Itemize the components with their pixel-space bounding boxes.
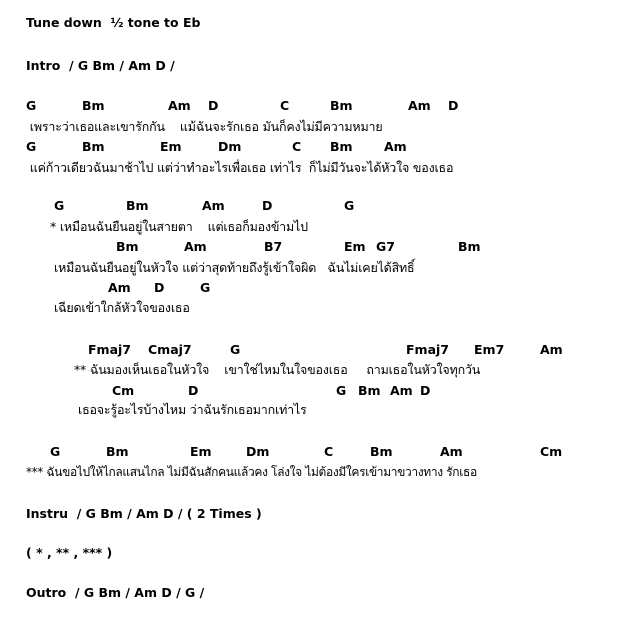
chord: D — [188, 383, 199, 398]
chord: Fmaj7 — [88, 342, 131, 357]
chord: G — [26, 139, 37, 154]
lyric-line: เฉียดเข้าใกล้หัวใจของเธอ — [54, 300, 190, 315]
chord: C — [292, 139, 302, 154]
chord: C — [324, 444, 334, 459]
lyric-line: เธอจะรู้อะไรบ้างไหม ว่าฉันรักเธอมากเท่าไร — [78, 402, 307, 417]
chord: Bm — [82, 139, 105, 154]
chord: Cm — [112, 383, 135, 398]
instru-line: Instru / G Bm / Am D / ( 2 Times ) — [26, 506, 262, 521]
chord: G — [54, 198, 65, 213]
chord: G — [200, 280, 211, 295]
chord: G — [26, 98, 37, 113]
chord: D — [208, 98, 219, 113]
chord: Cm — [540, 444, 563, 459]
chord: Am — [384, 139, 407, 154]
lyric-line: แค่ก้าวเดียวฉันมาช้าไป แต่ว่าทำอะไรเพื่อเธอ เท่าไร ก็ไม่มีวันจะได้หัวใจ ของเธอ — [26, 160, 454, 175]
chord: Cmaj7 — [148, 342, 192, 357]
intro-line: Intro / G Bm / Am D / — [26, 58, 175, 73]
chord: Em — [160, 139, 182, 154]
chord: D — [448, 98, 459, 113]
chord: D — [420, 383, 431, 398]
repeat-note: ( * , ** , *** ) — [26, 545, 113, 560]
lyric-line: เหมือนฉันยืนอยู่ในหัวใจ แต่ว่าสุดท้ายถึงรู้เข้าใจผิด ฉันไม่เคยได้สิทธิ์ — [54, 260, 415, 275]
chord: G — [230, 342, 241, 357]
chord: G7 — [376, 239, 395, 254]
chord: Dm — [218, 139, 242, 154]
chord: D — [154, 280, 165, 295]
chord: Am — [108, 280, 131, 295]
lyric-line: เพราะว่าเธอและเขารักกัน แม้ฉันจะรักเธอ มันก็คงไม่มีความหมาย — [26, 119, 383, 134]
chord: Am — [202, 198, 225, 213]
chord: G — [50, 444, 61, 459]
chord: Am — [540, 342, 563, 357]
chord: D — [262, 198, 273, 213]
chord: Am — [168, 98, 191, 113]
tuning-note: Tune down ½ tone to Eb — [26, 15, 201, 30]
chord: Bm — [116, 239, 139, 254]
chord: Bm — [370, 444, 393, 459]
outro-line: Outro / G Bm / Am D / G / — [26, 585, 205, 600]
lyric-line: *** ฉันขอไปให้ไกลแสนไกล ไม่มีฉันสักคนแล้วคง โล่งใจ ไม่ต้องมีใครเข้ามาขวางทาง รักเธอ — [26, 465, 477, 479]
chord: G — [344, 198, 355, 213]
lyric-line: ** ฉันมองเห็นเธอในหัวใจ เขาใช่ไหมในใจของเธอ ถามเธอในหัวใจทุกวัน — [74, 362, 481, 377]
lyric-line: * เหมือนฉันยืนอยู่ในสายตา แต่เธอก็มองข้ามไป — [50, 219, 308, 234]
chord: Bm — [358, 383, 381, 398]
chord: Bm — [106, 444, 129, 459]
chord: Am — [440, 444, 463, 459]
chord: Em7 — [474, 342, 505, 357]
chord: Em — [344, 239, 366, 254]
chord: Am — [390, 383, 413, 398]
chord: C — [280, 98, 290, 113]
chord: Bm — [330, 98, 353, 113]
chord: Em — [190, 444, 212, 459]
chord: G — [336, 383, 347, 398]
chord: Bm — [458, 239, 481, 254]
chord: Bm — [330, 139, 353, 154]
chord: Bm — [126, 198, 149, 213]
chord: Dm — [246, 444, 270, 459]
chord: Fmaj7 — [406, 342, 449, 357]
chord: Am — [408, 98, 431, 113]
chord: Am — [184, 239, 207, 254]
chord: Bm — [82, 98, 105, 113]
chord: B7 — [264, 239, 283, 254]
